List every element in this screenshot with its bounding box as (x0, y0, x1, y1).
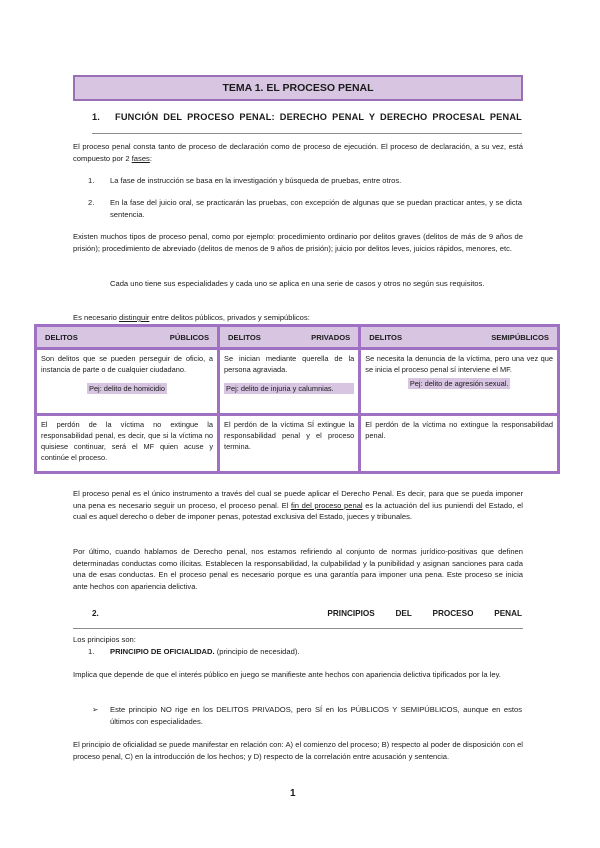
instrument-paragraph (73, 488, 523, 523)
table-cell (36, 349, 219, 415)
definition-text: Se necesita la denuncia de la víctima, pero una vez que se inicia el proceso penal sí interviene el MF. (365, 354, 553, 374)
table-cell (360, 349, 559, 415)
phase-item (88, 175, 522, 187)
types-paragraph: Existen muchos tipos de proceso penal, como por ejemplo: procedimiento ordinario por delitos graves (delitos de más de 9 años de prisión); procedimiento de abreviado (delitos de menos de 9 años de prisión); juicio por delitos leves, juicios rápidos, menores, etc. (73, 232, 523, 253)
fin-proceso-link: fin del proceso penal (290, 500, 363, 510)
phase-item (88, 197, 522, 220)
section-2-heading (92, 609, 522, 618)
specialties-paragraph: Cada uno tiene sus especialidades y cada uno se aplica en una serie de casos y otros no según sus requisitos. (110, 279, 485, 288)
principle-item (88, 646, 522, 658)
phase-text: La fase de instrucción se basa en la investigación y búsqueda de pruebas, entre otros. (110, 176, 402, 185)
table-header-row (36, 326, 559, 349)
section-2-title: PRINCIPIOS DEL PROCESO PENAL (327, 609, 522, 618)
principle-number: 1. (88, 647, 95, 656)
principle-note: (principio de necesidad). (214, 647, 300, 656)
header-semipublicos (360, 326, 559, 349)
bullet-text: Este principio NO rige en los DELITOS PRIVADOS, pero SÍ en los PÚBLICOS Y SEMIPÚBLICOS, aunque en estos últimos con especialidades. (110, 705, 522, 726)
intro-paragraph (73, 141, 523, 164)
distinguish-text-end: entre delitos públicos, privados y semipúblicos: (149, 313, 310, 322)
bullet-item (92, 704, 522, 727)
principles-intro: Los principios son: (73, 635, 136, 644)
arrow-bullet-icon: ➢ (92, 705, 99, 714)
header-publicos (36, 326, 219, 349)
principle-name: PRINCIPIO DE OFICIALIDAD. (110, 647, 215, 656)
table-cell: El perdón de la víctima SÍ extingue la responsabilidad penal y el proceso termina. (219, 415, 360, 473)
crime-types-table (34, 324, 560, 474)
header-type: PRIVADOS (311, 332, 351, 342)
distinguish-paragraph (73, 312, 523, 324)
definition-text: Son delitos que se pueden perseguir de oficio, a instancia de parte o de cualquier ciudadano. (41, 354, 214, 374)
example-highlight: Pej: delito de injuria y calumnias. (224, 383, 354, 394)
phases-link: fases (131, 153, 150, 163)
header-type: PÚBLICOS (169, 332, 210, 342)
header-privados (219, 326, 360, 349)
manifest-paragraph: El principio de oficialidad se puede manifestar en relación con: A) el comienzo del proceso; B) respecto al poder de disposición con el proceso penal, C) en la introducción de los hechos; y D) respecto de la correlación entre acusación y sentencia. (73, 740, 523, 761)
section-1-title: FUNCIÓN DEL PROCESO PENAL: DERECHO PENAL Y DERECHO PROCESAL PENAL (115, 112, 522, 122)
table-row (36, 415, 559, 473)
derecho-penal-paragraph: Por último, cuando hablamos de Derecho penal, nos estamos refiriendo al conjunto de normas jurídico-positivas que definen determinadas conductas como ilícitas. Establecen la responsabilidad, la culpabilidad y la punibilidad y asignan sanciones para cada una de esas conductas. En el proceso penal es necesario porque es una garantía para imponer una pena. Este proceso se inicia ante hechos con apariencia delictiva. (73, 547, 523, 591)
instrument-text-end: es la actuación del ius puniendi del Estado, el cual es aquel derecho o deber de imponer penas, potestad exclusiva del Estado, jueces y tribunales. (73, 500, 523, 521)
intro-text: El proceso penal consta tanto de proceso de declaración como de proceso de ejecución. El proceso de declaración, a su vez, está compuesto por 2 (73, 142, 523, 163)
instrument-text: El proceso penal es el único instrumento a través del cual se puede aplicar el Derecho Penal. Es decir, para que se pueda imponer una pena es necesario seguir un proceso, el proceso penal. El (73, 489, 523, 510)
table-cell (219, 349, 360, 415)
header-label: DELITOS (369, 332, 403, 342)
example-highlight: Pej: delito de homicidio (89, 384, 166, 393)
phase-number: 2. (88, 198, 95, 207)
table-cell: El perdón de la víctima no extingue la responsabilidad penal, es decir, que si la víctima no quisiese continuar, será el MF quien acuse y continúe el proceso. (36, 415, 219, 473)
distinguish-link: distinguir (119, 313, 150, 322)
section-1-rule (92, 133, 522, 134)
phase-text: En la fase del juicio oral, se practicarán las pruebas, con excepción de algunas que se puedan practicar antes, y se dicta sentencia. (110, 198, 522, 219)
section-2-number: 2. (92, 609, 99, 618)
section-1-heading (92, 112, 522, 122)
page-number: 1 (290, 788, 296, 799)
section-2-rule (73, 628, 523, 629)
header-type: SEMIPÚBLICOS (491, 332, 549, 342)
implica-paragraph: Implica que depende de que el interés público en juego se manifieste ante hechos con apariencia delictiva tipificados por la ley. (73, 670, 501, 679)
distinguish-text: Es necesario (73, 313, 120, 322)
phase-number: 1. (88, 176, 95, 185)
header-label: DELITOS (45, 332, 78, 342)
example-highlight: Pej: delito de agresión sexual. (409, 379, 509, 388)
table-cell: El perdón de la víctima no extingue la responsabilidad penal. (360, 415, 559, 473)
definition-text: Se inician mediante querella de la persona agraviada. (224, 354, 355, 374)
section-1-number: 1. (92, 112, 101, 122)
table-row (36, 349, 559, 415)
header-label: DELITOS (228, 332, 261, 342)
intro-text-end: : (149, 153, 152, 163)
page-title: TEMA 1. EL PROCESO PENAL (73, 75, 523, 101)
